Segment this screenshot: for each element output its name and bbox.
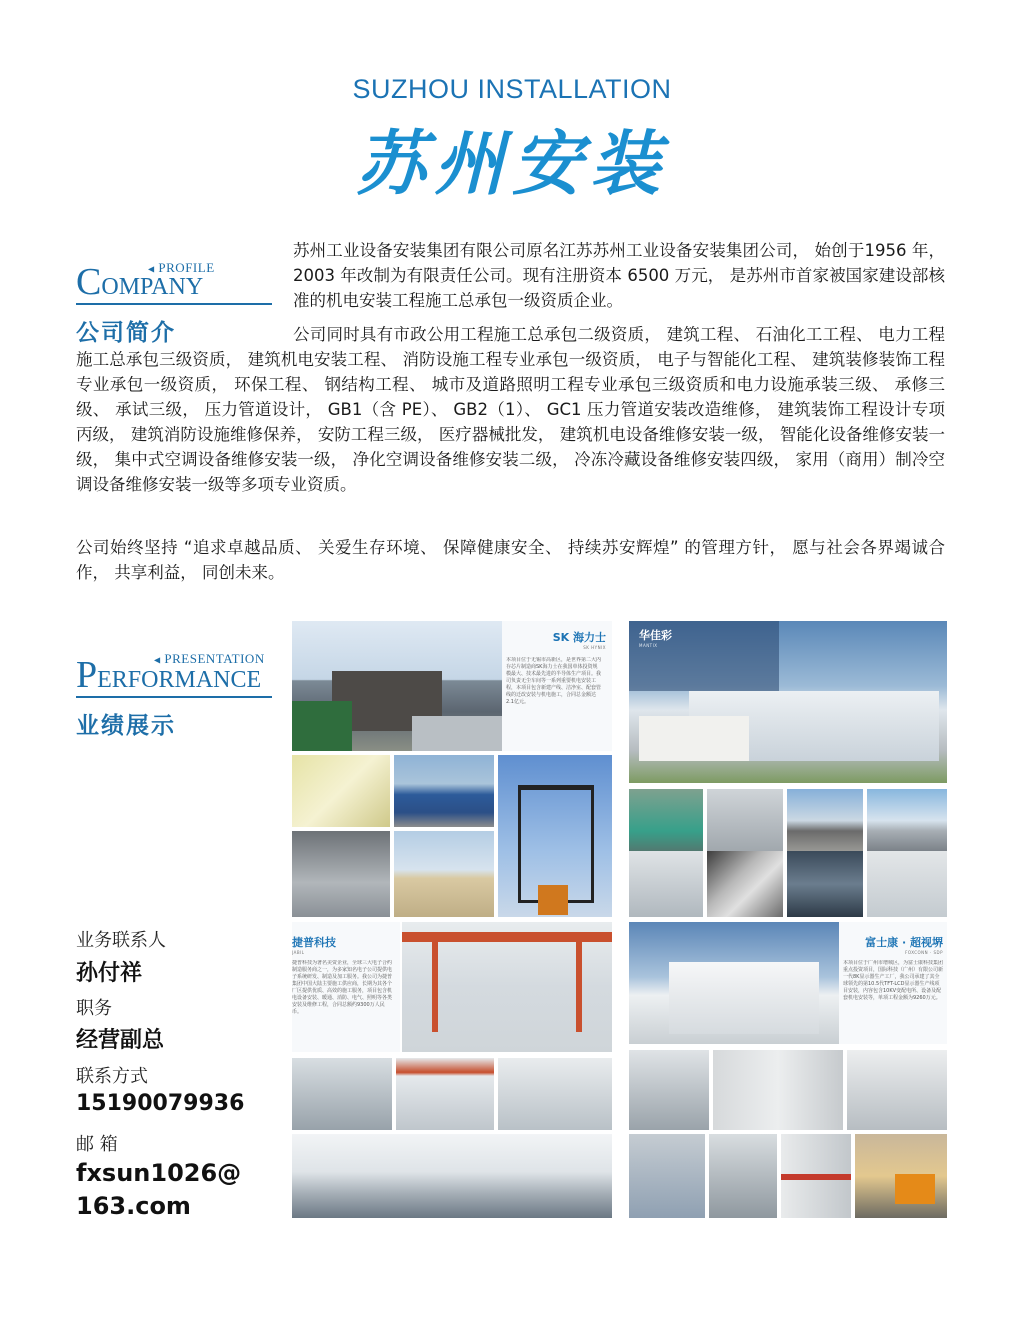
- profile-cn-title: 公司简介: [76, 320, 176, 346]
- sk-hynix-photo-crane: [394, 831, 494, 917]
- jabil-description: 捷普科技为著名美资企业，全球三大电子合约制造服务商之一，为多家知名电子公司提供电子系统研发、制造及加工服务。我公司为捷普集团中国大陆主要施工供应商，长期为其各个厂区提供优质、高效的施工服务，项目包含机电设备安装、暖通、消防、电气、照明等各类安装及维修工程，合同总额约9300万人民币。: [292, 960, 392, 1015]
- mantix-photo-cabinets: [707, 789, 783, 859]
- foxconn-photo-hall: [629, 1050, 709, 1130]
- mantix-title: 华佳彩: [639, 629, 672, 642]
- brand-chinese-calligraphy: 苏州安装: [356, 122, 668, 205]
- profile-paragraph-1: 苏州工业设备安装集团有限公司原名江苏苏州工业设备安装集团公司， 始创于1956 年， 2003 年改制为有限责任公司。现有注册资本 6500 万元， 是苏州市首家被国家建设部核准的机电安装工程施工总承包一级资质企业。: [293, 241, 945, 310]
- mantix-photo-hall: [867, 851, 947, 917]
- jabil-title: 捷普科技: [292, 936, 336, 949]
- contact-person-label: 业务联系人: [76, 930, 166, 951]
- contact-email-value-line1[interactable]: fxsun1026@: [76, 1159, 242, 1187]
- foxconn-subtitle: FOXCONN · SDP: [905, 950, 943, 955]
- profile-small-text: PROFILE: [158, 260, 215, 275]
- jabil-photo-room-1: [292, 1058, 392, 1130]
- sk-hynix-photo-cleanroom: [292, 755, 390, 827]
- project-panel-jabil: [292, 922, 612, 1218]
- profile-en-cap: C: [76, 261, 102, 303]
- sk-hynix-photo-steel: [498, 755, 612, 917]
- contact-title-label: 职务: [76, 998, 112, 1019]
- mantix-photo-road: [787, 789, 863, 859]
- project-panel-mantix: [629, 621, 947, 917]
- foxconn-photo-panels: [781, 1134, 851, 1218]
- sk-hynix-photo-pipes: [292, 831, 390, 917]
- performance-en-title: [76, 656, 261, 694]
- foxconn-title: 富士康 · 超视堺: [865, 936, 943, 949]
- jabil-photo-room-3: [498, 1058, 612, 1130]
- foxconn-photo-forklift: [855, 1134, 947, 1218]
- profile-en-title: [76, 263, 203, 301]
- mantix-subtitle: MANTIX: [639, 643, 658, 648]
- foxconn-building-photo: [629, 922, 839, 1044]
- sk-hynix-photo-team: [394, 755, 494, 827]
- jabil-photo-room-2: [396, 1058, 494, 1130]
- foxconn-info-card: [839, 922, 947, 1044]
- mantix-photo-solar: [867, 789, 947, 859]
- sk-hynix-building-photo: [292, 621, 502, 751]
- performance-en-cap: P: [76, 654, 98, 696]
- sk-hynix-title: SK 海力士: [552, 631, 606, 644]
- mantix-photo-workers: [629, 789, 703, 859]
- jabil-photo-factory-floor: [292, 1134, 612, 1218]
- brand-english-name: SUZHOU INSTALLATION: [352, 74, 672, 104]
- performance-cn-title: 业绩展示: [76, 713, 176, 739]
- mantix-info-card: [629, 621, 779, 691]
- jabil-photo-cleanroom-corridor: [402, 922, 612, 1052]
- foxconn-photo-switchgear: [713, 1050, 843, 1130]
- contact-phone-value[interactable]: 15190079936: [76, 1091, 245, 1116]
- jabil-subtitle: JABIL: [292, 950, 305, 955]
- contact-email-label: 邮 箱: [76, 1134, 118, 1155]
- contact-person-value: 孙付祥: [76, 961, 143, 986]
- contact-title-value: 经营副总: [76, 1028, 165, 1053]
- profile-paragraph-2: 公司同时具有市政公用工程施工总承包二级资质， 建筑工程、 石油化工工程、 电力工程施工总承包三级资质， 建筑机电安装工程、 消防设施工程专业承包一级资质， 电子与智能化工程、 建筑装修装饰工程专业承包一级资质， 环保工程、 钢结构工程、 城市及道路照明工程专业承包三级资质和电力设施承装三级、 承修三级、 承试三级， 压力管道设计， GB1（含 PE）、 GB2（1）、 GC1 压力管道安装改造维修， 建筑装饰工程设计专项丙级， 建筑消防设施维修保养， 安防工程三级， 医疗器械批发， 建筑机电设备维修安装一级， 智能化设备维修安装一级， 集中式空调设备维修安装一级， 净化空调设备维修安装二级， 冷冻冷藏设备维修安装四级， 家用（商用）制冷空调设备维修安装一级等多项专业资质。: [76, 325, 945, 494]
- mantix-photo-lab: [629, 851, 703, 917]
- performance-divider: [76, 696, 272, 698]
- profile-divider: [76, 303, 272, 305]
- foxconn-description: 本项目位于广州市增城区，为富士康科技集团重点投资项目，国际科技（广州）有限公司新一代8K显示器生产工厂，我公司承建了其全球领先的第10.5代TFT-LCD显示器生产线项目安装，内容包含10KV变配电所、设备及配套机电安装等，单项工程金额为9260万元。: [843, 960, 943, 1001]
- contact-email-value-line2[interactable]: 163.com: [76, 1192, 191, 1220]
- foxconn-photo-workers: [629, 1134, 705, 1218]
- mantix-photo-cable-tray: [707, 851, 783, 917]
- foxconn-photo-cabinets: [847, 1050, 947, 1130]
- profile-paragraph-3: 公司始终坚持 “追求卓越品质、 关爱生存环境、 保障健康安全、 持续苏安辉煌” 的管理方针， 愿与社会各界竭诚合作， 共享利益， 同创未来。: [76, 538, 945, 582]
- project-panel-sk-hynix: [292, 621, 612, 917]
- contact-phone-label: 联系方式: [76, 1066, 148, 1087]
- triangle-left-icon: ◀: [154, 655, 161, 665]
- triangle-left-icon: ◀: [148, 264, 155, 274]
- performance-small-text: PRESENTATION: [164, 651, 265, 666]
- project-panel-foxconn-sdp: [629, 922, 947, 1218]
- foxconn-photo-room: [709, 1134, 777, 1218]
- mantix-photo-server: [787, 851, 863, 917]
- profile-en-rest: OMPANY: [101, 274, 204, 300]
- sk-hynix-subtitle: SK HYNIX: [583, 645, 606, 650]
- sk-hynix-description: 本项目位于无锡市高新区，是世界第二大内存芯片制造商SK海力士在我国单体投资规模最大、技术最先进的半导体生产项目。我司负责无尘车间等一系列重要机电安装工程，本项目包含新建产线、洁净室、配套管线的迁改安装与机电施工，合同总金额达2.1亿元。: [506, 657, 602, 705]
- sk-hynix-info-card: [502, 621, 612, 751]
- jabil-info-card: [292, 922, 400, 1052]
- performance-en-rest: ERFORMANCE: [97, 667, 262, 693]
